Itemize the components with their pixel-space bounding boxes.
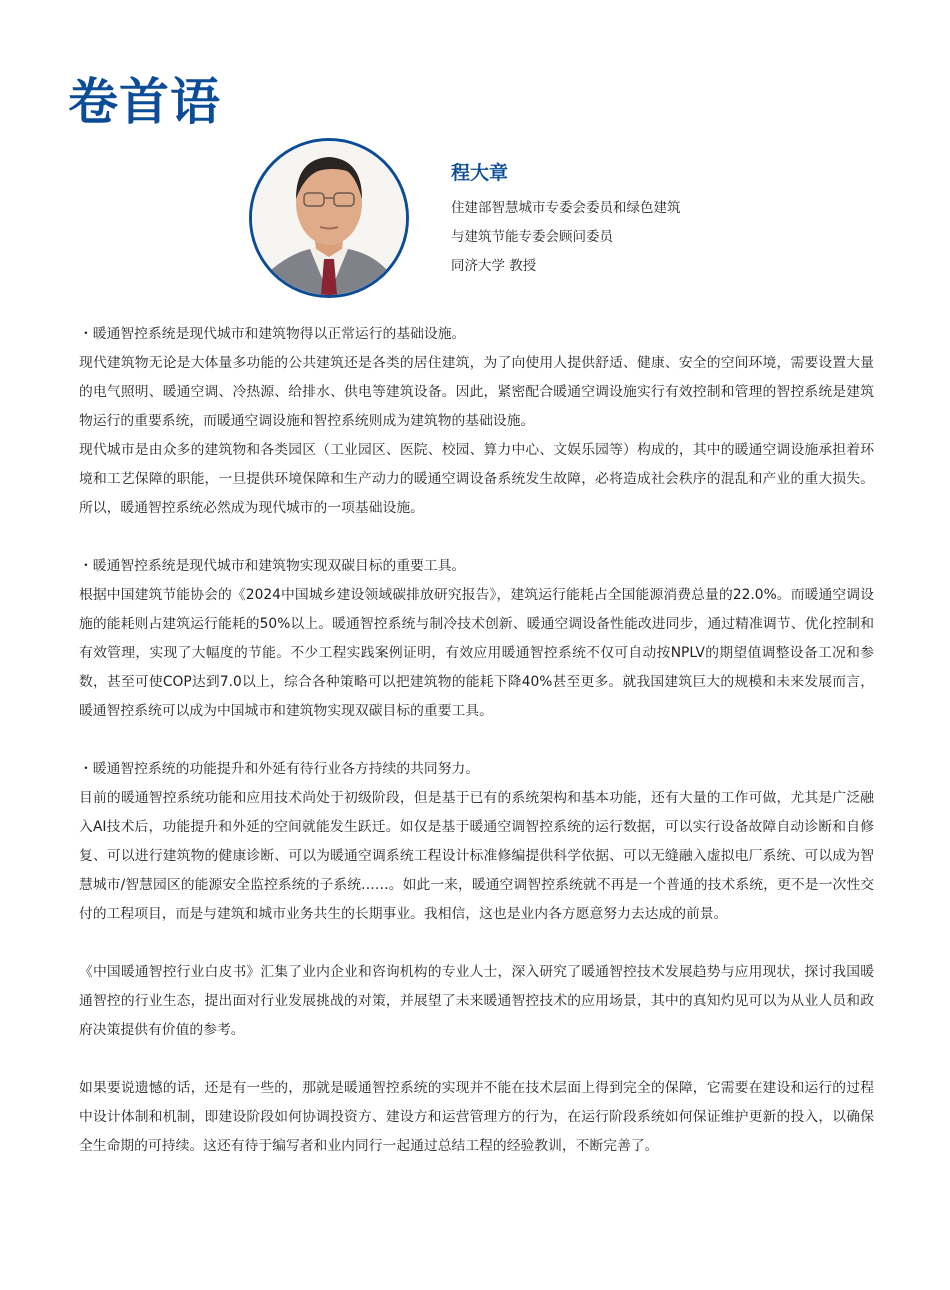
section-heading: ・暖通智控系统是现代城市和建筑物得以正常运行的基础设施。 — [79, 326, 466, 342]
article-body — [79, 320, 874, 1161]
author-info — [451, 158, 681, 281]
author-affiliation: 同济大学 教授 — [451, 258, 537, 274]
paragraph: 现代建筑物无论是大体量多功能的公共建筑还是各类的居住建筑，为了向使用人提供舒适、健康、安全的空间环境，需要设置大量的电气照明、暖通空调、冷热源、给排水、供电等建筑设备。因此，紧密配合暖通空调设施实行有效控制和管理的智控系统是建筑物运行的重要系统，而暖通空调设施和智控系统则成为建筑物的基础设施。 — [79, 355, 874, 429]
author-title-line: 与建筑节能专委会顾问委员 — [451, 229, 613, 245]
paragraph: 现代城市是由众多的建筑物和各类园区（工业园区、医院、校园、算力中心、文娱乐园等）构成的，其中的暖通空调设施承担着环境和工艺保障的职能，一旦提供环境保障和生产动力的暖通空调设备系统发生故障，必将造成社会秩序的混乱和产业的重大损失。所以，暖通智控系统必然成为现代城市的一项基础设施。 — [79, 442, 874, 516]
author-title-line: 住建部智慧城市专委会委员和绿色建筑 — [451, 200, 681, 216]
portrait-photo-icon — [252, 141, 406, 295]
paragraph: 如果要说遗憾的话，还是有一些的，那就是暖通智控系统的实现并不能在技术层面上得到完全的保障，它需要在建设和运行的过程中设计体制和机制，即建设阶段如何协调投资方、建设方和运营管理方的行为，在运行阶段系统如何保证维护更新的投入，以确保全生命期的可持续。这还有待于编写者和业内同行一起通过总结工程的经验教训，不断完善了。 — [79, 1080, 874, 1154]
author-portrait — [249, 138, 409, 298]
paragraph: 《中国暖通智控行业白皮书》汇集了业内企业和咨询机构的专业人士，深入研究了暖通智控技术发展趋势与应用现状，探讨我国暖通智控的行业生态，提出面对行业发展挑战的对策，并展望了未来暖通智控技术的应用场景，其中的真知灼见可以为从业人员和政府决策提供有价值的参考。 — [79, 964, 874, 1038]
page-title: 卷首语 — [68, 73, 221, 131]
section-spacer — [79, 523, 874, 552]
section-heading: ・暖通智控系统是现代城市和建筑物实现双碳目标的重要工具。 — [79, 558, 466, 574]
section-spacer — [79, 726, 874, 755]
paragraph: 目前的暖通智控系统功能和应用技术尚处于初级阶段，但是基于已有的系统架构和基本功能，还有大量的工作可做，尤其是广泛融入AI技术后，功能提升和外延的空间就能发生跃迁。如仅是基于暖通空调智控系统的运行数据，可以实行设备故障自动诊断和自修复、可以进行建筑物的健康诊断、可以为暖通空调系统工程设计标准修编提供科学依据、可以无缝融入虚拟电厂系统、可以成为智慧城市/智慧园区的能源安全监控系统的子系统……。如此一来，暖通空调智控系统就不再是一个普通的技术系统，更不是一次性交付的工程项目，而是与建筑和城市业务共生的长期事业。我相信，这也是业内各方愿意努力去达成的前景。 — [79, 790, 874, 922]
author-name: 程大章 — [451, 162, 509, 184]
section-heading: ・暖通智控系统的功能提升和外延有待行业各方持续的共同努力。 — [79, 761, 480, 777]
section-spacer — [79, 1045, 874, 1074]
section-spacer — [79, 929, 874, 958]
paragraph: 根据中国建筑节能协会的《2024中国城乡建设领域碳排放研究报告》，建筑运行能耗占全国能源消费总量的22.0%。而暖通空调设施的能耗则占建筑运行能耗的50%以上。暖通智控系统与制冷技术创新、暖通空调设备性能改进同步，通过精准调节、优化控制和有效管理，实现了大幅度的节能。不少工程实践案例证明，有效应用暖通智控系统不仅可自动按NPLV的期望值调整设备工况和参数，甚至可使COP达到7.0以上，综合各种策略可以把建筑物的能耗下降40%甚至更多。就我国建筑巨大的规模和未来发展而言，暖通智控系统可以成为中国城市和建筑物实现双碳目标的重要工具。 — [79, 587, 874, 719]
